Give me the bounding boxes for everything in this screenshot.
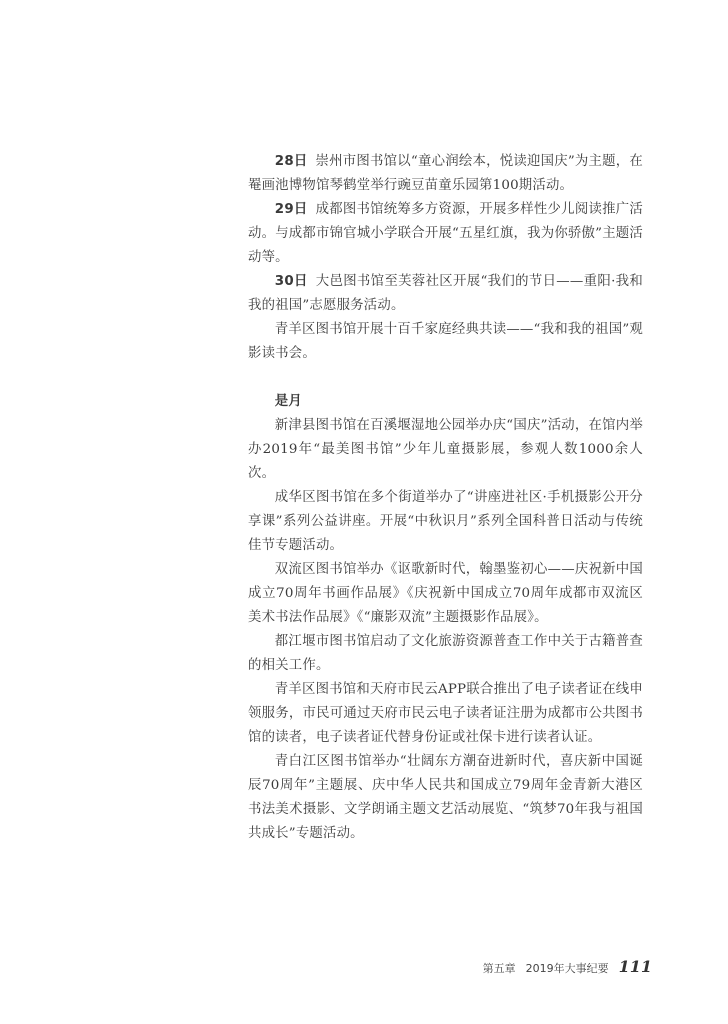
- entry-text: 青羊区图书馆开展十百千家庭经典共读——“我和我的祖国”观影读书会。: [248, 322, 643, 361]
- page-body: [248, 150, 643, 846]
- month-paragraph: 双流区图书馆举办《讴歌新时代，翰墨鉴初心——庆祝新中国成立70周年书画作品展》《庆祝新中国成立70周年成都市双流区美术书法作品展》《“廉影双流”主题摄影作品展》。: [248, 562, 643, 625]
- month-paragraph: 青白江区图书馆举办“壮阔东方潮奋进新时代，喜庆新中国诞辰70周年”主题展、庆中华人民共和国成立79周年金青新大港区书法美术摄影、文学朗诵主题文艺活动展览、“筑梦70年我与祖国共成长”专题活动。: [248, 754, 643, 841]
- footer-section-title: 2019年大事纪要: [525, 962, 609, 975]
- entry-paragraph: [248, 198, 643, 270]
- entry-paragraph: [248, 270, 643, 318]
- entry-date: 29日: [274, 202, 308, 217]
- entry-date: 30日: [274, 274, 308, 289]
- entry-text: 成都图书馆统筹多方资源，开展多样性少儿阅读推广活动。与成都市锦官城小学联合开展“五星红旗，我为你骄傲”主题活动等。: [248, 202, 643, 265]
- entry-paragraph: [248, 150, 643, 198]
- month-paragraph: 成华区图书馆在多个街道举办了“讲座进社区·手机摄影公开分享课”系列公益讲座。开展“中秋识月”系列全国科普日活动与传统佳节专题活动。: [248, 490, 643, 553]
- page-number: 111: [618, 957, 652, 976]
- page-footer: [472, 957, 652, 977]
- entry-text: 崇州市图书馆以“童心润绘本，悦读迎国庆”为主题，在罨画池博物馆琴鹤堂举行豌豆苗童乐园第100期活动。: [248, 154, 643, 193]
- footer-chapter: 第五章: [482, 962, 516, 975]
- month-paragraph: 新津县图书馆在百溪堰湿地公园举办庆“国庆”活动，在馆内举办2019年“最美图书馆”少年儿童摄影展，参观人数1000余人次。: [248, 418, 643, 481]
- entry-text: 大邑图书馆至芙蓉社区开展“我们的节日——重阳·我和我的祖国”志愿服务活动。: [248, 274, 643, 313]
- month-section-heading: 是月: [274, 394, 302, 409]
- month-paragraph: 青羊区图书馆和天府市民云APP联合推出了电子读者证在线申领服务，市民可通过天府市民云电子读者证注册为成都市公共图书馆的读者，电子读者证代替身份证或社保卡进行读者认证。: [248, 682, 643, 745]
- entry-date: 28日: [274, 154, 308, 169]
- month-paragraph: 都江堰市图书馆启动了文化旅游资源普查工作中关于古籍普查的相关工作。: [248, 634, 643, 673]
- entry-paragraph: [248, 318, 643, 366]
